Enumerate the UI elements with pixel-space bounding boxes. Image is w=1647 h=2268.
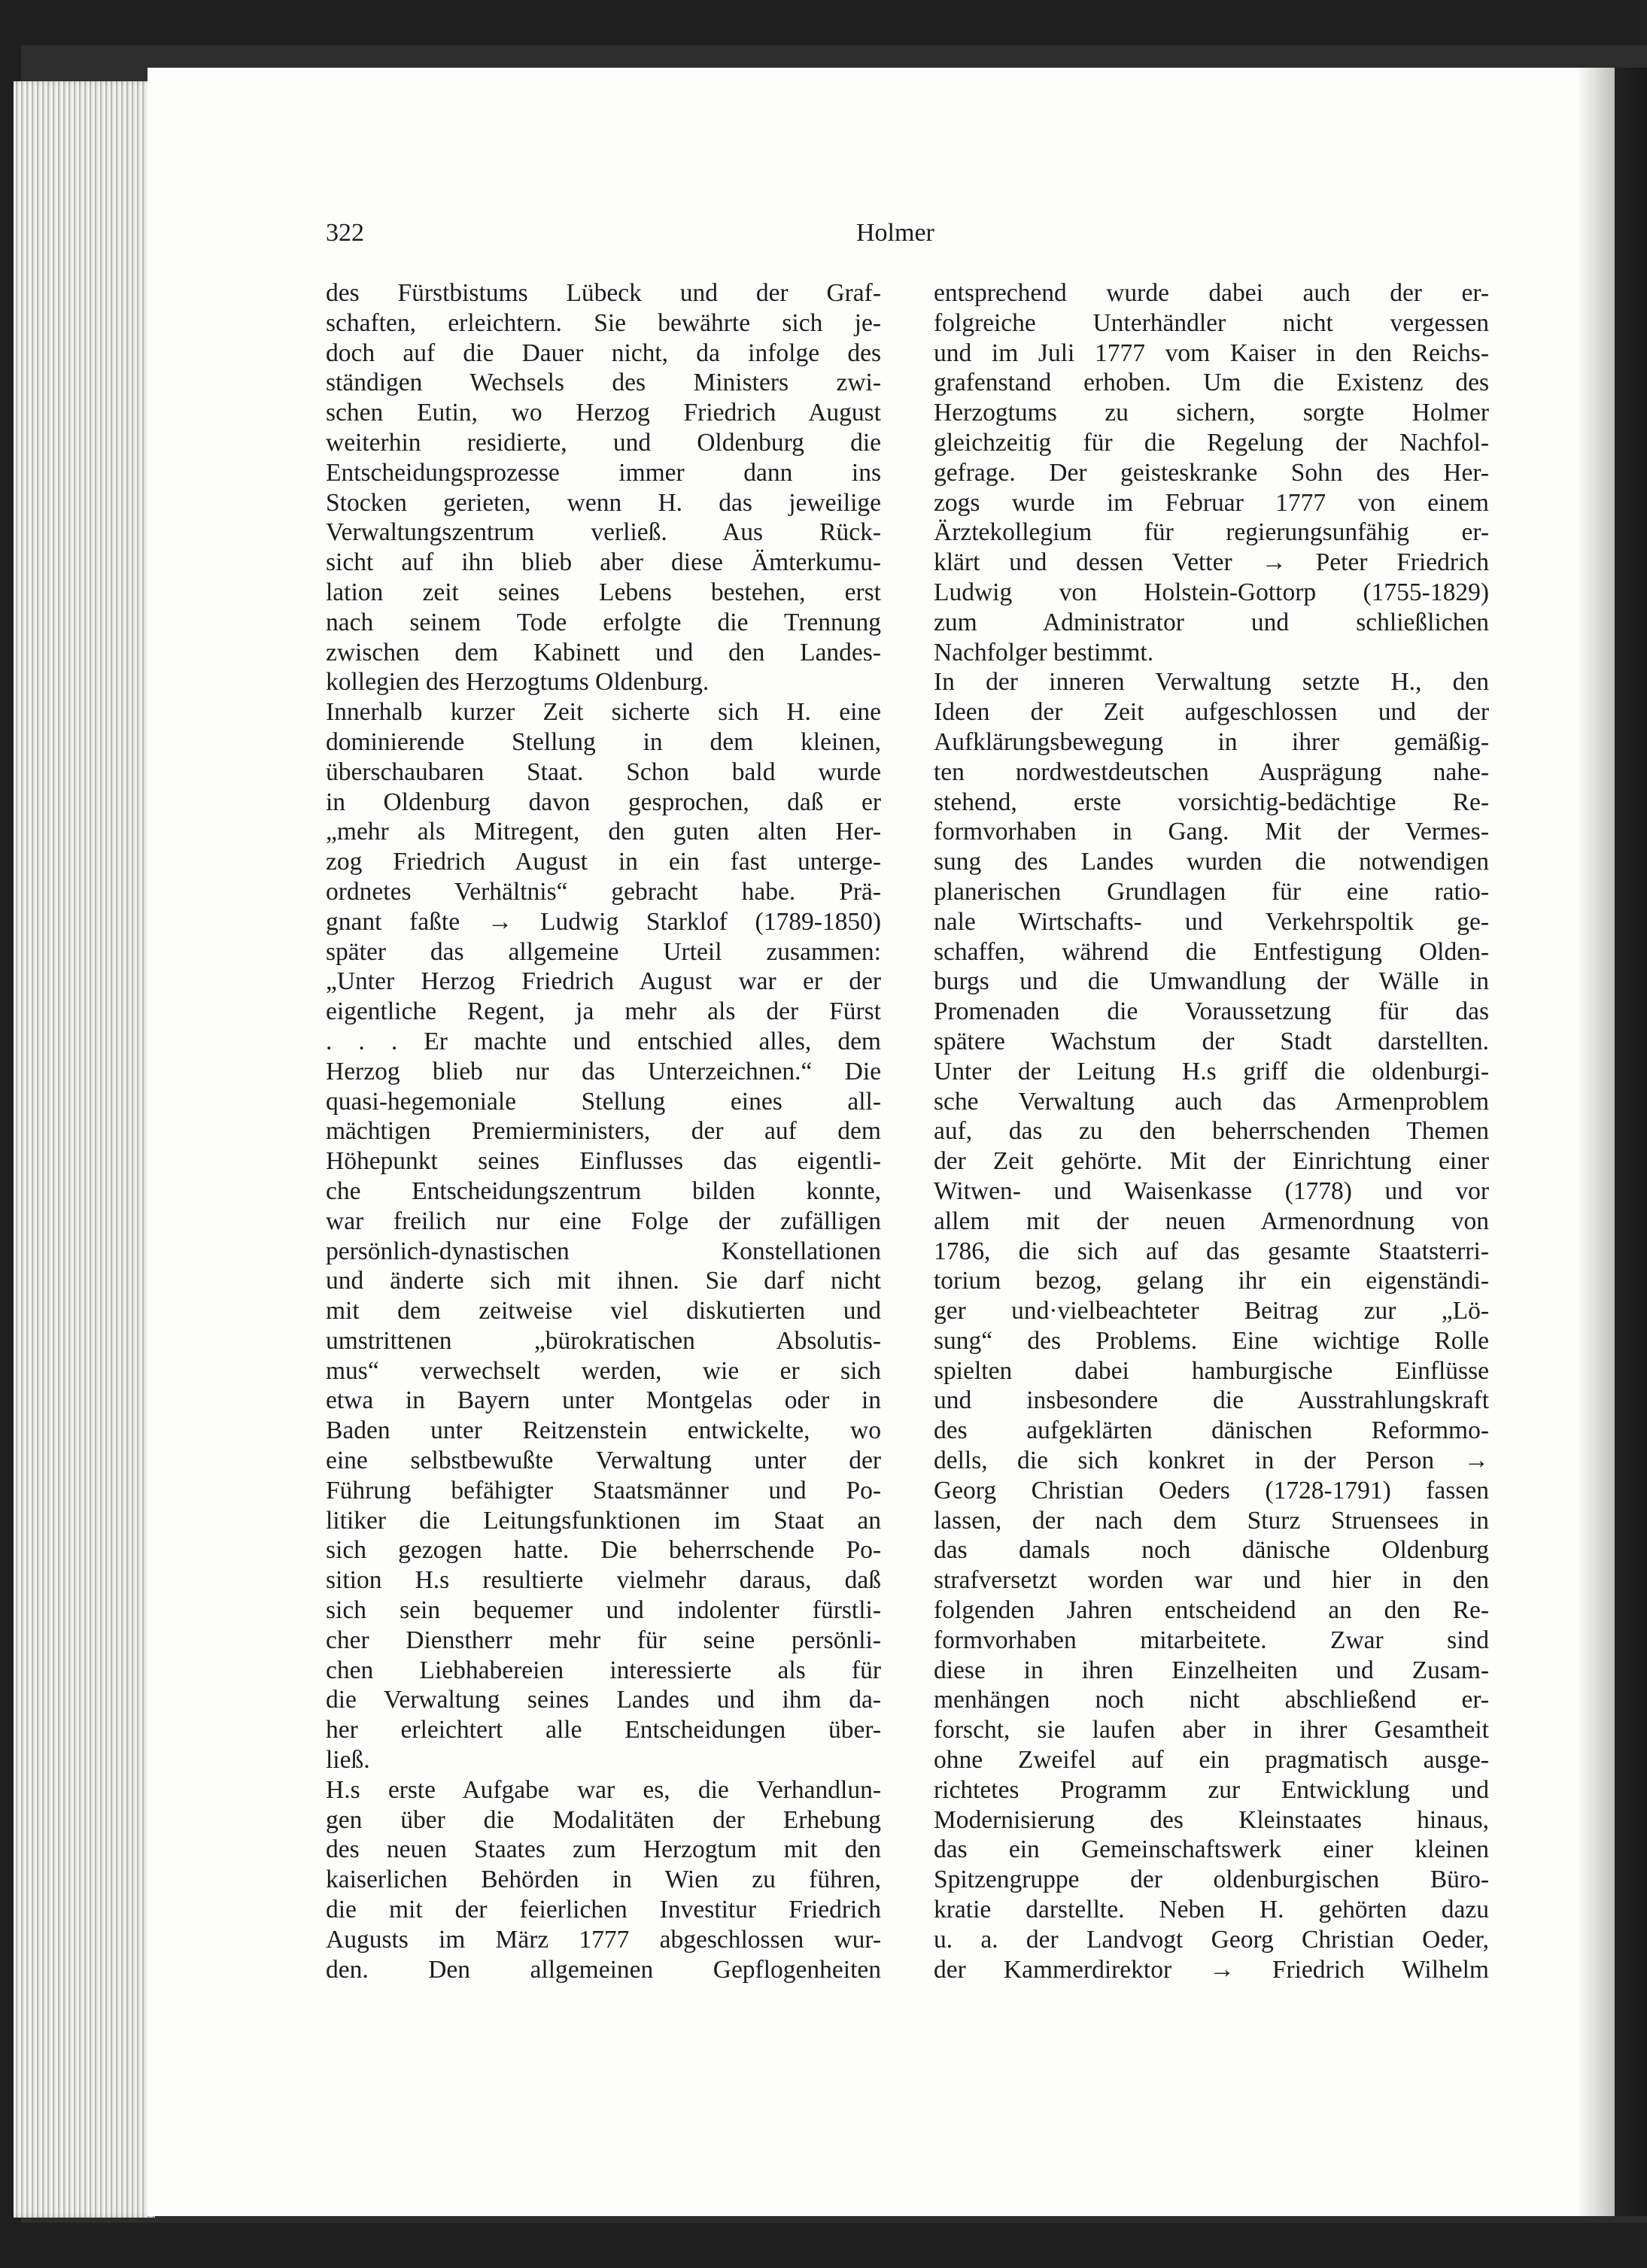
text-line: klärt und dessen Vetter → Peter Friedrich: [934, 548, 1489, 577]
text-line: Modernisierung des Kleinstaates hinaus,: [934, 1805, 1489, 1834]
text-line: mächtigen Premierministers, der auf dem: [326, 1117, 881, 1146]
spine-shadow: [1576, 68, 1647, 2216]
text-line: zum Administrator und schließlichen: [934, 608, 1489, 636]
text-line: zwischen dem Kabinett und den Landes-: [326, 638, 881, 666]
text-line: überschaubaren Staat. Schon bald wurde: [326, 758, 881, 786]
text-line: . . . Er machte und entschied alles, dem: [326, 1027, 881, 1055]
text-line: menhängen noch nicht abschließend er-: [934, 1686, 1489, 1714]
text-line: die Verwaltung seines Landes und ihm da-: [326, 1686, 881, 1714]
text-line: cher Dienstherr mehr für seine persönli-: [326, 1626, 881, 1654]
text-line: ger und·vielbeachteter Beitrag zur „Lö-: [934, 1297, 1489, 1325]
text-line: stehend, erste vorsichtig-bedächtige Re-: [934, 788, 1489, 816]
text-line: kollegien des Herzogtums Oldenburg.: [326, 668, 710, 697]
text-line: zogs wurde im Februar 1777 von einem: [934, 488, 1489, 517]
text-column-right: [934, 278, 1489, 2024]
text-line: Herzog blieb nur das Unterzeichnen.“ Die: [326, 1057, 881, 1085]
text-line: folgenden Jahren entscheidend an den Re-: [934, 1596, 1489, 1625]
text-line: dells, die sich konkret in der Person →: [934, 1447, 1489, 1475]
text-line: weiterhin residierte, und Oldenburg die: [326, 428, 881, 457]
text-line: torium bezog, gelang ihr ein eigenständi-: [934, 1267, 1489, 1295]
text-line: Augusts im März 1777 abgeschlossen wur-: [326, 1925, 881, 1954]
text-line: Witwen- und Waisenkasse (1778) und vor: [934, 1177, 1489, 1205]
text-line: u. a. der Landvogt Georg Christian Oeder,: [934, 1925, 1489, 1954]
text-line: der Kammerdirektor → Friedrich Wilhelm: [934, 1955, 1489, 1984]
text-line: 1786, die sich auf das gesamte Staatsterri-: [934, 1237, 1489, 1265]
text-line: Führung befähigter Staatsmänner und Po-: [326, 1476, 881, 1504]
text-line: ließ.: [326, 1746, 370, 1775]
running-title: Holmer: [856, 219, 934, 247]
page-number: 322: [326, 219, 364, 247]
text-line: richtetes Programm zur Entwicklung und: [934, 1775, 1489, 1804]
text-line: ohne Zweifel auf ein pragmatisch ausge-: [934, 1746, 1489, 1775]
text-line: sung des Landes wurden die notwendigen: [934, 848, 1489, 876]
text-line: ten nordwestdeutschen Ausprägung nahe-: [934, 758, 1489, 786]
page-edges: [14, 81, 155, 2218]
text-line: „Unter Herzog Friedrich August war er der: [326, 967, 881, 996]
text-line: folgreiche Unterhändler nicht vergessen: [934, 308, 1489, 337]
text-line: das ein Gemeinschaftswerk einer kleinen: [934, 1835, 1489, 1864]
text-line: grafenstand erhoben. Um die Existenz des: [934, 369, 1489, 397]
text-line: schen Eutin, wo Herzog Friedrich August: [326, 399, 881, 427]
text-line: forscht, sie laufen aber in ihrer Gesamtheit: [934, 1716, 1489, 1744]
text-line: etwa in Bayern unter Montgelas oder in: [326, 1386, 881, 1415]
text-line: nale Wirtschafts- und Verkehrspoltik ge-: [934, 907, 1489, 936]
text-line: sich sein bequemer und indolenter fürstli-: [326, 1596, 881, 1625]
text-line: ständigen Wechsels des Ministers zwi-: [326, 369, 881, 397]
text-line: gleichzeitig für die Regelung der Nachfol-: [934, 428, 1489, 457]
text-line: mus“ verwechselt werden, wie er sich: [326, 1356, 881, 1385]
text-line: Georg Christian Oeders (1728-1791) fassen: [934, 1476, 1489, 1504]
text-line: nach seinem Tode erfolgte die Trennung: [326, 608, 881, 636]
text-line: Höhepunkt seines Einflusses das eigentli-: [326, 1147, 881, 1176]
text-line: Ludwig von Holstein-Gottorp (1755-1829): [934, 578, 1489, 606]
text-line: den. Den allgemeinen Gepflogenheiten: [326, 1955, 881, 1984]
text-line: zog Friedrich August in ein fast unterge-: [326, 848, 881, 876]
text-line: kratie darstellte. Neben H. gehörten dazu: [934, 1896, 1489, 1924]
text-line: Innerhalb kurzer Zeit sicherte sich H. eine: [326, 698, 881, 727]
text-line: die mit der feierlichen Investitur Friedrich: [326, 1896, 881, 1924]
text-line: lassen, der nach dem Sturz Struensees in: [934, 1506, 1489, 1535]
text-line: und insbesondere die Ausstrahlungskraft: [934, 1386, 1489, 1415]
text-line: war freilich nur eine Folge der zufälligen: [326, 1207, 881, 1235]
text-line: entsprechend wurde dabei auch der er-: [934, 279, 1489, 307]
text-line: kaiserlichen Behörden in Wien zu führen,: [326, 1866, 881, 1894]
text-line: Nachfolger bestimmt.: [934, 638, 1154, 666]
text-line: her erleichtert alle Entscheidungen über-: [326, 1716, 881, 1744]
text-line: diese in ihren Einzelheiten und Zusam-: [934, 1656, 1489, 1684]
text-line: mit dem zeitweise viel diskutierten und: [326, 1297, 881, 1325]
text-line: Ideen der Zeit aufgeschlossen und der: [934, 698, 1489, 727]
text-line: sung“ des Problems. Eine wichtige Rolle: [934, 1326, 1489, 1355]
text-line: Spitzengruppe der oldenburgischen Büro-: [934, 1866, 1489, 1894]
text-line: allem mit der neuen Armenordnung von: [934, 1207, 1489, 1235]
text-line: Verwaltungszentrum verließ. Aus Rück-: [326, 518, 881, 547]
text-line: planerischen Grundlagen für eine ratio-: [934, 877, 1489, 906]
text-line: chen Liebhabereien interessierte als für: [326, 1656, 881, 1684]
text-line: des neuen Staates zum Herzogtum mit den: [326, 1835, 881, 1864]
text-line: burgs und die Umwandlung der Wälle in: [934, 967, 1489, 996]
text-line: sition H.s resultierte vielmehr daraus, daß: [326, 1566, 881, 1595]
text-line: schaffen, während die Entfestigung Olden-: [934, 937, 1489, 966]
text-line: der Zeit gehörte. Mit der Einrichtung einer: [934, 1147, 1489, 1176]
text-line: das damals noch dänische Oldenburg: [934, 1536, 1489, 1565]
text-line: H.s erste Aufgabe war es, die Verhandlun-: [326, 1775, 881, 1804]
text-line: spielten dabei hamburgische Einflüsse: [934, 1356, 1489, 1385]
text-line: persönlich-dynastischen Konstellationen: [326, 1237, 881, 1265]
text-line: des Fürstbistums Lübeck und der Graf-: [326, 279, 881, 307]
text-line: und änderte sich mit ihnen. Sie darf nicht: [326, 1267, 881, 1295]
text-column-left: [326, 278, 881, 2024]
text-line: in Oldenburg davon gesprochen, daß er: [326, 788, 881, 816]
text-line: Stocken gerieten, wenn H. das jeweilige: [326, 488, 881, 517]
text-line: gen über die Modalitäten der Erhebung: [326, 1805, 881, 1834]
text-line: quasi-hegemoniale Stellung eines all-: [326, 1087, 881, 1116]
text-line: schaften, erleichtern. Sie bewährte sich je-: [326, 308, 881, 337]
text-line: umstrittenen „bürokratischen Absolutis-: [326, 1326, 881, 1355]
text-line: che Entscheidungszentrum bilden konnte,: [326, 1177, 881, 1205]
text-line: Entscheidungsprozesse immer dann ins: [326, 458, 881, 487]
text-line: Aufklärungsbewegung in ihrer gemäßig-: [934, 727, 1489, 756]
text-line: dominierende Stellung in dem kleinen,: [326, 727, 881, 756]
text-line: eigentliche Regent, ja mehr als der Fürst: [326, 997, 881, 1026]
text-line: lation zeit seines Lebens bestehen, erst: [326, 578, 881, 606]
text-line: Herzogtums zu sichern, sorgte Holmer: [934, 399, 1489, 427]
text-line: sche Verwaltung auch das Armenproblem: [934, 1087, 1489, 1116]
text-line: eine selbstbewußte Verwaltung unter der: [326, 1447, 881, 1475]
text-line: gefrage. Der geisteskranke Sohn des Her-: [934, 458, 1489, 487]
text-line: gnant faßte → Ludwig Starklof (1789-1850): [326, 907, 881, 936]
text-line: Promenaden die Voraussetzung für das: [934, 997, 1489, 1026]
text-line: spätere Wachstum der Stadt darstellten.: [934, 1027, 1489, 1055]
text-line: ordnetes Verhältnis“ gebracht habe. Prä-: [326, 877, 881, 906]
text-line: Ärztekollegium für regierungsunfähig er-: [934, 518, 1489, 547]
text-line: formvorhaben in Gang. Mit der Vermes-: [934, 818, 1489, 846]
text-line: sich gezogen hatte. Die beherrschende Po-: [326, 1536, 881, 1565]
text-line: sicht auf ihn blieb aber diese Ämterkumu-: [326, 548, 881, 577]
text-line: doch auf die Dauer nicht, da infolge des: [326, 339, 881, 367]
text-line: litiker die Leitungsfunktionen im Staat an: [326, 1506, 881, 1535]
text-line: später das allgemeine Urteil zusammen:: [326, 937, 881, 966]
text-line: formvorhaben mitarbeitete. Zwar sind: [934, 1626, 1489, 1654]
text-line: „mehr als Mitregent, den guten alten Her-: [326, 818, 881, 846]
text-line: Unter der Leitung H.s griff die oldenburgi-: [934, 1057, 1489, 1085]
text-line: strafversetzt worden war und hier in den: [934, 1566, 1489, 1595]
text-line: des aufgeklärten dänischen Reformmo-: [934, 1416, 1489, 1445]
text-line: und im Juli 1777 vom Kaiser in den Reichs-: [934, 339, 1489, 367]
text-line: In der inneren Verwaltung setzte H., den: [934, 668, 1489, 697]
text-line: auf, das zu den beherrschenden Themen: [934, 1117, 1489, 1146]
text-line: Baden unter Reitzenstein entwickelte, wo: [326, 1416, 881, 1445]
